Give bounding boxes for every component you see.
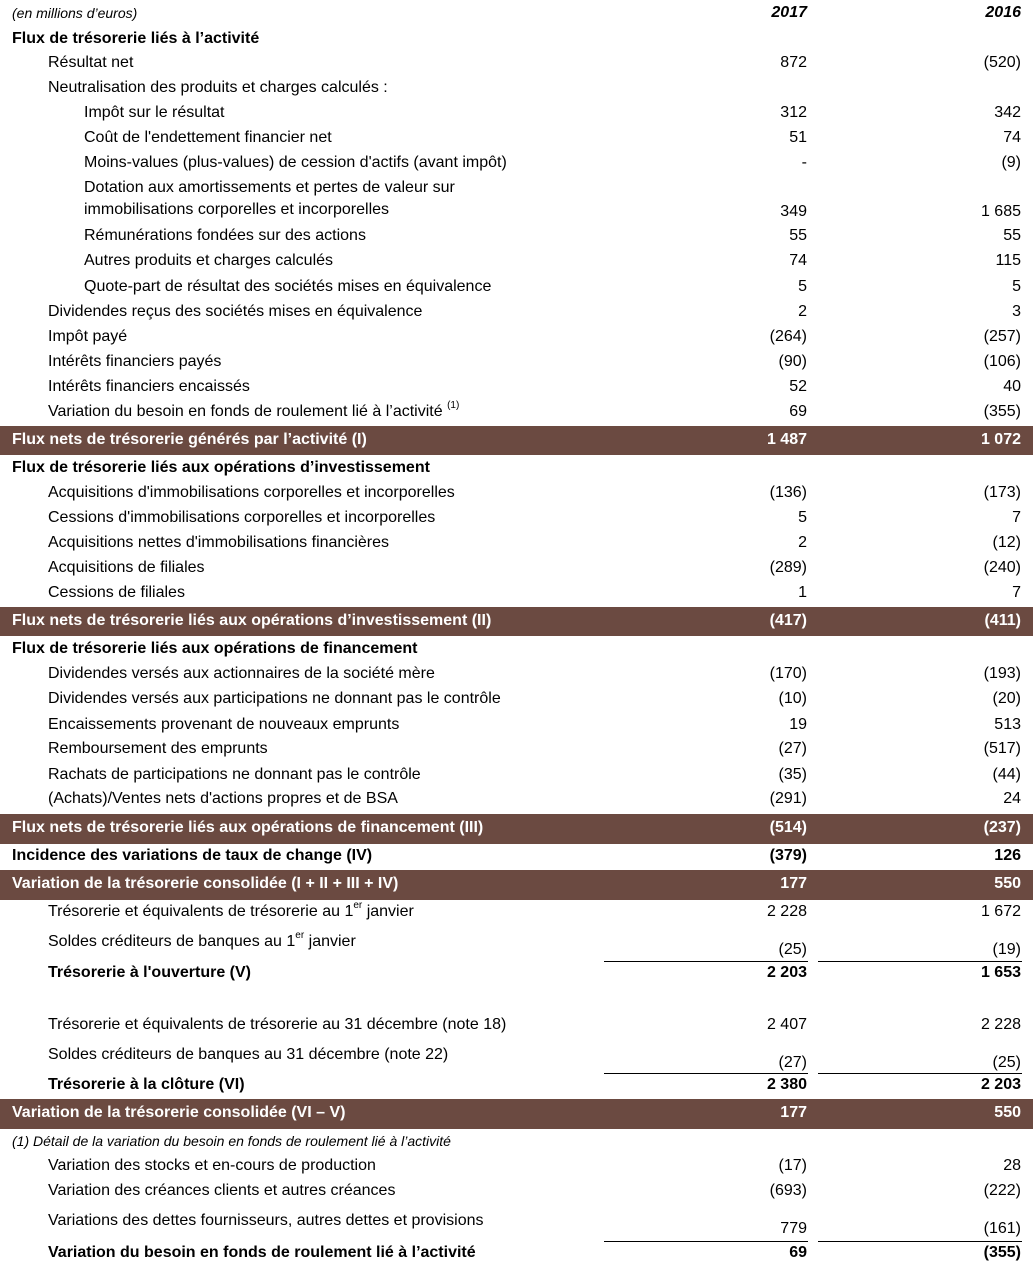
value-2016: (12) <box>992 534 1021 551</box>
row-label-text: Variations des dettes fournisseurs, autres dettes et provisions <box>48 1212 484 1229</box>
row-label <box>84 129 332 147</box>
row-label-text: Incidence des variations de taux de change (IV) <box>12 847 373 864</box>
value-2017: 74 <box>789 252 807 269</box>
row-label <box>48 1244 476 1262</box>
value-2016: 1 653 <box>980 964 1021 981</box>
value-2016: 7 <box>1012 509 1021 526</box>
value-2017: (291) <box>769 790 807 807</box>
row-label <box>48 1182 395 1200</box>
table-row <box>0 129 1033 151</box>
column-header-2016: 2016 <box>985 4 1021 21</box>
row-label-text: (1) Détail de la variation du besoin en fonds de roulement lié à l’activité <box>12 1133 451 1149</box>
value-2016: (193) <box>983 665 1021 682</box>
value-2017: 19 <box>789 716 807 733</box>
row-label-text: Flux nets de trésorerie générés par l’activité (I) <box>12 431 367 448</box>
row-label-text: Trésorerie et équivalents de trésorerie au 31 décembre (note 18) <box>48 1016 507 1033</box>
row-label-text: Neutralisation des produits et charges calculés : <box>48 79 388 96</box>
row-label <box>48 378 250 396</box>
total-rule <box>604 1073 808 1074</box>
row-label-continuation: immobilisations corporelles et incorporelles <box>84 201 390 218</box>
value-2017: (693) <box>769 1182 807 1199</box>
table-row <box>0 900 1033 925</box>
value-2016: (355) <box>983 1244 1021 1261</box>
value-2016: 74 <box>1003 129 1021 146</box>
table-row <box>0 1244 1033 1266</box>
value-2017: 69 <box>789 403 807 420</box>
row-label <box>48 665 435 683</box>
section-header-row <box>0 30 1033 52</box>
table-row <box>0 534 1033 556</box>
section-header-row <box>0 459 1033 481</box>
table-row <box>0 104 1033 126</box>
subtotal-row <box>0 1099 1033 1129</box>
total-rule <box>604 1241 808 1242</box>
value-2017: 5 <box>798 509 807 526</box>
row-label-text: Flux nets de trésorerie liés aux opérations de financement (III) <box>12 819 484 836</box>
table-row <box>0 227 1033 249</box>
value-2016: 28 <box>1003 1157 1021 1174</box>
subtotal-row <box>0 814 1033 844</box>
superscript: (1) <box>447 400 460 411</box>
value-2017: 52 <box>789 378 807 395</box>
row-label-text: (Achats)/Ventes nets d'actions propres et de BSA <box>48 790 398 807</box>
table-row <box>0 509 1033 531</box>
table-row <box>0 252 1033 274</box>
value-2016: (25) <box>992 1054 1021 1071</box>
value-2017: 2 <box>798 303 807 320</box>
row-label <box>48 328 127 346</box>
table-row <box>0 303 1033 325</box>
row-label-text: Trésorerie à l'ouverture (V) <box>48 964 251 981</box>
superscript: er <box>295 930 305 941</box>
table-row <box>0 1157 1033 1179</box>
table-row <box>0 1046 1033 1076</box>
value-2017: (417) <box>769 612 807 629</box>
table-row <box>0 278 1033 300</box>
value-2016: 342 <box>994 104 1021 121</box>
table-row <box>0 378 1033 400</box>
subtotal-row <box>0 426 1033 455</box>
row-label <box>48 484 455 502</box>
value-2016: (237) <box>983 819 1021 836</box>
value-2016: (411) <box>984 612 1021 629</box>
value-2016: (355) <box>983 403 1021 420</box>
value-2017: 5 <box>798 278 807 295</box>
row-label <box>48 900 414 921</box>
row-label-text: Impôt payé <box>48 328 128 345</box>
value-2016: (106) <box>983 353 1021 370</box>
row-label <box>48 1157 376 1175</box>
value-2017: (10) <box>778 690 807 707</box>
row-label-text: Rachats de participations ne donnant pas le contrôle <box>48 766 421 783</box>
row-label <box>12 1104 345 1122</box>
row-label-text: Moins-values (plus-values) de cession d'actifs (avant impôt) <box>84 154 507 171</box>
table-row <box>0 766 1033 788</box>
row-label <box>12 640 417 658</box>
row-label <box>48 1076 245 1094</box>
row-label <box>48 400 460 421</box>
total-rule <box>604 961 808 962</box>
value-2016: (222) <box>983 1182 1021 1199</box>
column-header-2017: 2017 <box>771 4 807 21</box>
row-label <box>48 740 268 758</box>
value-2017: 2 228 <box>766 903 807 920</box>
row-label <box>12 1133 451 1149</box>
table-row <box>0 930 1033 963</box>
row-label-text: Remboursement des emprunts <box>48 740 268 757</box>
value-2017: (514) <box>769 819 807 836</box>
row-label <box>48 303 422 321</box>
value-2016: 550 <box>994 1104 1021 1121</box>
row-label <box>48 1046 448 1064</box>
table-row <box>0 54 1033 76</box>
row-label-text: Résultat net <box>48 54 134 71</box>
row-label <box>12 875 398 893</box>
table-row <box>0 690 1033 712</box>
value-2016: (240) <box>983 559 1021 576</box>
row-label <box>12 819 483 837</box>
row-label-text: Flux de trésorerie liés aux opérations d’investissement <box>12 459 430 476</box>
row-label <box>48 584 185 602</box>
value-2017: 2 <box>798 534 807 551</box>
value-2016: 126 <box>994 847 1021 864</box>
row-label <box>48 964 251 982</box>
row-label-text: Acquisitions d'immobilisations corporelles et incorporelles <box>48 484 455 501</box>
value-2016: (20) <box>992 690 1021 707</box>
value-2016: (44) <box>992 766 1021 783</box>
value-2016: 40 <box>1003 378 1021 395</box>
row-label-tail: janvier <box>362 903 414 920</box>
row-label <box>48 690 501 708</box>
value-2016: 2 203 <box>980 1076 1021 1093</box>
table-row <box>0 1076 1033 1098</box>
value-2016: 1 072 <box>980 431 1021 448</box>
table-row <box>0 154 1033 176</box>
value-2017: 69 <box>789 1244 807 1261</box>
row-label-text: Variation des créances clients et autres créances <box>48 1182 396 1199</box>
value-2017: 177 <box>780 875 807 892</box>
row-label-text: Coût de l'endettement financier net <box>84 129 332 146</box>
row-label-tail: janvier <box>304 933 356 950</box>
row-label <box>84 154 507 172</box>
value-2017: (170) <box>769 665 807 682</box>
row-label-text: Rémunérations fondées sur des actions <box>84 227 366 244</box>
unit-label: (en millions d’euros) <box>12 5 138 21</box>
value-2017: - <box>801 154 807 171</box>
row-label <box>84 252 333 270</box>
row-label <box>48 534 389 552</box>
subtotal-row <box>0 870 1033 900</box>
table-row <box>0 584 1033 606</box>
table-row <box>0 484 1033 506</box>
row-label <box>12 431 367 449</box>
row-label-text: Variation des stocks et en-cours de production <box>48 1157 376 1174</box>
value-2017: (27) <box>778 1054 807 1071</box>
row-label <box>48 353 221 371</box>
value-2016: (520) <box>983 54 1021 71</box>
row-label-text: Dividendes versés aux actionnaires de la société mère <box>48 665 435 682</box>
value-2016: 513 <box>994 716 1021 733</box>
row-label <box>12 30 259 48</box>
row-label <box>84 278 491 296</box>
row-label <box>48 1016 506 1034</box>
value-2016: (19) <box>992 941 1021 958</box>
row-label-text: Quote-part de résultat des sociétés mises en équivalence <box>84 278 492 295</box>
value-2016: 2 228 <box>980 1016 1021 1033</box>
row-label-text: Acquisitions nettes d'immobilisations financières <box>48 534 389 551</box>
table-row <box>0 1212 1033 1242</box>
row-label-text: Autres produits et charges calculés <box>84 252 334 269</box>
row-label <box>84 179 455 219</box>
value-2016: (173) <box>983 484 1021 501</box>
value-2016: 3 <box>1012 303 1021 320</box>
table-row <box>0 179 1033 225</box>
row-label <box>48 766 421 784</box>
value-2016: 550 <box>994 875 1021 892</box>
row-label-text: Variation du besoin en fonds de roulement lié à l’activité <box>48 403 443 420</box>
value-2017: (289) <box>769 559 807 576</box>
row-label <box>12 459 430 477</box>
row-label-text: Cessions d'immobilisations corporelles et incorporelles <box>48 509 436 526</box>
value-2017: 2 407 <box>766 1016 807 1033</box>
table-row <box>0 716 1033 738</box>
row-label <box>84 104 225 122</box>
row-label <box>48 559 205 577</box>
table-row <box>0 847 1033 869</box>
value-2017: (35) <box>778 766 807 783</box>
table-row <box>0 353 1033 375</box>
value-2017: 55 <box>789 227 807 244</box>
table-row <box>0 328 1033 350</box>
table-row <box>0 665 1033 687</box>
row-label-text: Flux de trésorerie liés aux opérations de financement <box>12 640 418 657</box>
total-rule <box>818 1073 1022 1074</box>
value-2017: (136) <box>769 484 807 501</box>
value-2016: 1 672 <box>980 903 1021 920</box>
table-row <box>0 1133 1033 1153</box>
row-label-text: Soldes créditeurs de banques au 31 décembre (note 22) <box>48 1046 449 1063</box>
superscript: er <box>353 900 363 911</box>
value-2016: 7 <box>1012 584 1021 601</box>
value-2017: (90) <box>778 353 807 370</box>
row-label-text: Trésorerie à la clôture (VI) <box>48 1076 245 1093</box>
value-2016: (257) <box>983 328 1021 345</box>
table-row <box>0 559 1033 581</box>
table-row <box>0 1016 1033 1038</box>
row-label-text: Acquisitions de filiales <box>48 559 205 576</box>
table-row <box>0 740 1033 762</box>
row-label-text: Variation du besoin en fonds de roulement lié à l’activité <box>48 1244 476 1261</box>
value-2016: (517) <box>983 740 1021 757</box>
total-rule <box>818 1241 1022 1242</box>
row-label <box>12 847 372 865</box>
value-2017: (25) <box>778 941 807 958</box>
value-2017: 51 <box>789 129 807 146</box>
row-label-text: Intérêts financiers encaissés <box>48 378 250 395</box>
row-label <box>48 930 356 951</box>
table-row <box>0 79 1033 101</box>
value-2017: 177 <box>780 1104 807 1121</box>
row-label-text: Variation de la trésorerie consolidée (I + II + III + IV) <box>12 875 399 892</box>
value-2017: 779 <box>780 1220 807 1237</box>
value-2017: 872 <box>780 54 807 71</box>
value-2017: (27) <box>778 740 807 757</box>
value-2017: (264) <box>769 328 807 345</box>
table-header <box>0 4 1033 26</box>
row-label-text: Variation de la trésorerie consolidée (VI – V) <box>12 1104 346 1121</box>
table-row <box>0 400 1033 425</box>
row-label <box>48 1212 483 1230</box>
row-label-text: Impôt sur le résultat <box>84 104 225 121</box>
table-row <box>0 790 1033 812</box>
row-label-text: Flux nets de trésorerie liés aux opérations d’investissement (II) <box>12 612 492 629</box>
row-label <box>84 227 366 245</box>
row-label-text: Flux de trésorerie liés à l’activité <box>12 30 260 47</box>
section-header-row <box>0 640 1033 662</box>
row-label-text: Dotation aux amortissements et pertes de valeur sur <box>84 179 455 196</box>
value-2017: 349 <box>780 203 807 220</box>
value-2016: (161) <box>983 1220 1021 1237</box>
value-2016: 24 <box>1003 790 1021 807</box>
row-label-text: Soldes créditeurs de banques au 1 <box>48 933 296 950</box>
value-2016: 1 685 <box>980 203 1021 220</box>
value-2017: (379) <box>769 847 807 864</box>
subtotal-row <box>0 607 1033 636</box>
row-label-text: Intérêts financiers payés <box>48 353 222 370</box>
row-label <box>12 612 491 630</box>
row-label <box>48 79 388 97</box>
value-2016: 115 <box>995 252 1021 269</box>
value-2017: 1 487 <box>766 431 807 448</box>
total-rule <box>818 961 1022 962</box>
value-2016: 55 <box>1003 227 1021 244</box>
row-label <box>48 716 399 734</box>
row-label-text: Encaissements provenant de nouveaux emprunts <box>48 716 400 733</box>
row-label <box>48 790 398 808</box>
value-2017: 2 380 <box>766 1076 807 1093</box>
table-row <box>0 1182 1033 1204</box>
table-row <box>0 964 1033 986</box>
value-2016: (9) <box>1001 154 1021 171</box>
value-2017: (17) <box>778 1157 807 1174</box>
row-label-text: Dividendes versés aux participations ne donnant pas le contrôle <box>48 690 501 707</box>
row-label-text: Cessions de filiales <box>48 584 185 601</box>
value-2017: 2 203 <box>766 964 807 981</box>
value-2017: 312 <box>780 104 807 121</box>
row-label-text: Dividendes reçus des sociétés mises en équivalence <box>48 303 423 320</box>
row-label <box>48 54 133 72</box>
value-2017: 1 <box>798 584 807 601</box>
row-label-text: Trésorerie et équivalents de trésorerie au 1 <box>48 903 354 920</box>
value-2016: 5 <box>1012 278 1021 295</box>
row-label <box>48 509 435 527</box>
